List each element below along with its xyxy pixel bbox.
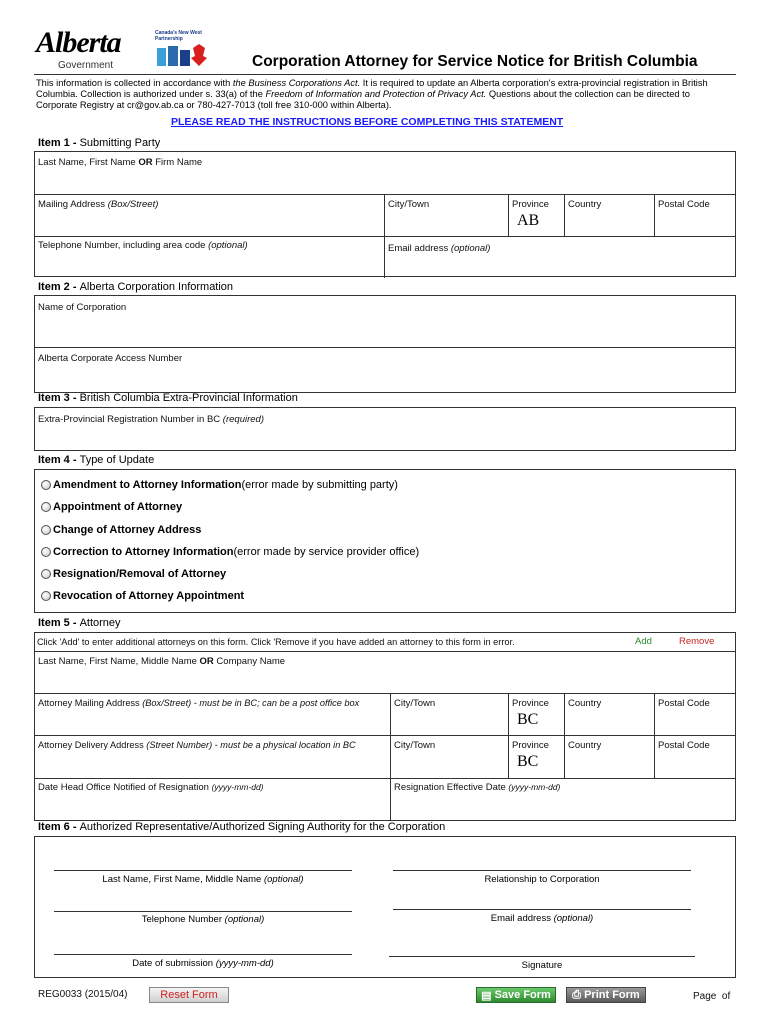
- alberta-logo: [34, 26, 144, 74]
- item1-box: [34, 151, 736, 277]
- item3-reg-field[interactable]: Extra-Provincial Registration Number in BC (required): [38, 414, 264, 425]
- save-icon: ▤: [481, 989, 492, 1002]
- radio-button[interactable]: [41, 569, 51, 579]
- radio-button[interactable]: [41, 525, 51, 535]
- radio-button[interactable]: [41, 502, 51, 512]
- rep-phone-caption: Telephone Number (optional): [141, 914, 265, 925]
- update-option-amendment[interactable]: Amendment to Attorney Information (error made by submitting party): [41, 479, 398, 491]
- remove-attorney-button[interactable]: Remove: [679, 636, 715, 647]
- item5-mailing-field[interactable]: Attorney Mailing Address (Box/Street) - must be in BC; can be a post office box: [38, 698, 360, 708]
- update-option-correction[interactable]: Correction to Attorney Information (error made by service provider office): [41, 546, 419, 558]
- item5-resignation-date-field[interactable]: Resignation Effective Date (yyyy-mm-dd): [394, 782, 561, 793]
- item5-name-field[interactable]: Last Name, First Name, Middle Name OR Company Name: [38, 656, 286, 667]
- item5-delivery-city-field[interactable]: City/Town: [394, 740, 436, 751]
- item5-date-notified-field[interactable]: Date Head Office Notified of Resignation (yyyy-mm-dd): [38, 782, 264, 793]
- update-option-change-address[interactable]: Change of Attorney Address: [41, 524, 201, 536]
- instructions-link[interactable]: PLEASE READ THE INSTRUCTIONS BEFORE COMPLETING THIS STATEMENT: [171, 116, 564, 128]
- rep-relationship-caption: Relationship to Corporation: [484, 874, 600, 885]
- add-attorney-button[interactable]: Add: [635, 636, 652, 647]
- item5-delivery-postal-field[interactable]: Postal Code: [658, 740, 710, 751]
- alberta-logo-government: Government: [58, 60, 114, 71]
- radio-button[interactable]: [41, 480, 51, 490]
- item5-delivery-province-value[interactable]: BC: [517, 753, 539, 770]
- print-form-button[interactable]: ⎙ Print Form: [566, 987, 646, 1003]
- item5-mailing-postal-field[interactable]: Postal Code: [658, 698, 710, 709]
- item1-province-value[interactable]: AB: [517, 212, 540, 229]
- item5-delivery-province-label: Province: [512, 740, 549, 751]
- signature-line[interactable]: [389, 956, 695, 957]
- partnership-text: Canada's New West Partnership: [155, 30, 202, 42]
- printer-icon: ⎙: [572, 988, 582, 1001]
- page-title: Corporation Attorney for Service Notice for British Columbia: [252, 53, 698, 70]
- item1-city-field[interactable]: City/Town: [388, 199, 430, 210]
- item5-mailing-country-field[interactable]: Country: [568, 698, 602, 709]
- item1-heading: Item 1 - Submitting Party: [38, 137, 161, 149]
- item5-delivery-country-field[interactable]: Country: [568, 740, 602, 751]
- item3-heading: Item 3 - British Columbia Extra-Provincial Information: [38, 392, 298, 404]
- submission-date-caption: Date of submission (yyyy-mm-dd): [132, 958, 274, 969]
- item1-email-field[interactable]: Email address (optional): [388, 243, 491, 254]
- rep-email-caption: Email address (optional): [490, 913, 594, 924]
- signature-caption: Signature: [521, 960, 563, 971]
- radio-button[interactable]: [41, 591, 51, 601]
- rep-email-line[interactable]: [393, 909, 691, 910]
- item2-box: [34, 295, 736, 393]
- item6-heading: Item 6 - Authorized Representative/Authorized Signing Authority for the Corporation: [38, 821, 446, 833]
- item2-name-field[interactable]: Name of Corporation: [38, 302, 127, 313]
- submission-date-line[interactable]: [54, 954, 352, 955]
- rep-phone-line[interactable]: [54, 911, 352, 912]
- rep-name-caption: Last Name, First Name, Middle Name (optional): [102, 874, 304, 885]
- item5-mailing-province-value[interactable]: BC: [517, 711, 539, 728]
- reset-form-button[interactable]: Reset Form: [149, 987, 229, 1003]
- item1-mailing-field[interactable]: Mailing Address (Box/Street): [38, 199, 159, 210]
- radio-button[interactable]: [41, 547, 51, 557]
- update-option-resignation[interactable]: Resignation/Removal of Attorney: [41, 568, 226, 580]
- item2-access-field[interactable]: Alberta Corporate Access Number: [38, 353, 183, 364]
- item5-mailing-province-label: Province: [512, 698, 549, 709]
- item5-heading: Item 5 - Attorney: [38, 617, 121, 629]
- item5-delivery-field[interactable]: Attorney Delivery Address (Street Number) - must be a physical location in BC: [38, 740, 356, 750]
- title-rule: [34, 74, 736, 75]
- update-option-appointment[interactable]: Appointment of Attorney: [41, 501, 182, 513]
- update-option-revocation[interactable]: Revocation of Attorney Appointment: [41, 590, 244, 602]
- rep-name-line[interactable]: [54, 870, 352, 871]
- form-code: REG0033 (2015/04): [38, 989, 128, 1000]
- alberta-logo-wordmark: Alberta: [36, 26, 121, 59]
- item1-name-field[interactable]: Last Name, First Name OR Firm Name: [38, 157, 203, 168]
- item2-heading: Item 2 - Alberta Corporation Information: [38, 281, 234, 293]
- page-number: Page of: [693, 991, 731, 1002]
- item1-phone-field[interactable]: Telephone Number, including area code (optional): [38, 240, 248, 251]
- item5-mailing-city-field[interactable]: City/Town: [394, 698, 436, 709]
- rep-relationship-line[interactable]: [393, 870, 691, 871]
- item5-instruction: Click 'Add' to enter additional attorneys on this form. Click 'Remove if you have added an attorney to this form in error.: [37, 637, 515, 647]
- item1-country-field[interactable]: Country: [568, 199, 602, 210]
- save-form-button[interactable]: ▤ Save Form: [476, 987, 556, 1003]
- new-west-partnership-logo: [155, 30, 210, 68]
- item1-province-label: Province: [512, 199, 549, 210]
- item1-postal-field[interactable]: Postal Code: [658, 199, 710, 210]
- partnership-icon: [155, 42, 210, 70]
- item4-heading: Item 4 - Type of Update: [38, 454, 155, 466]
- intro-paragraph: This information is collected in accordance with the Business Corporations Act. It is required to update an Alberta corporation's extra-provincial registration in British Columbia. Collection is authorized under s. 33(a) of the Freedom of Information and Protection of Privacy Act. Questions about the collection can be directed to Corporate Registry at cr@gov.ab.ca or 780-427-7013 (toll free 310-000 within Alberta).: [36, 78, 708, 110]
